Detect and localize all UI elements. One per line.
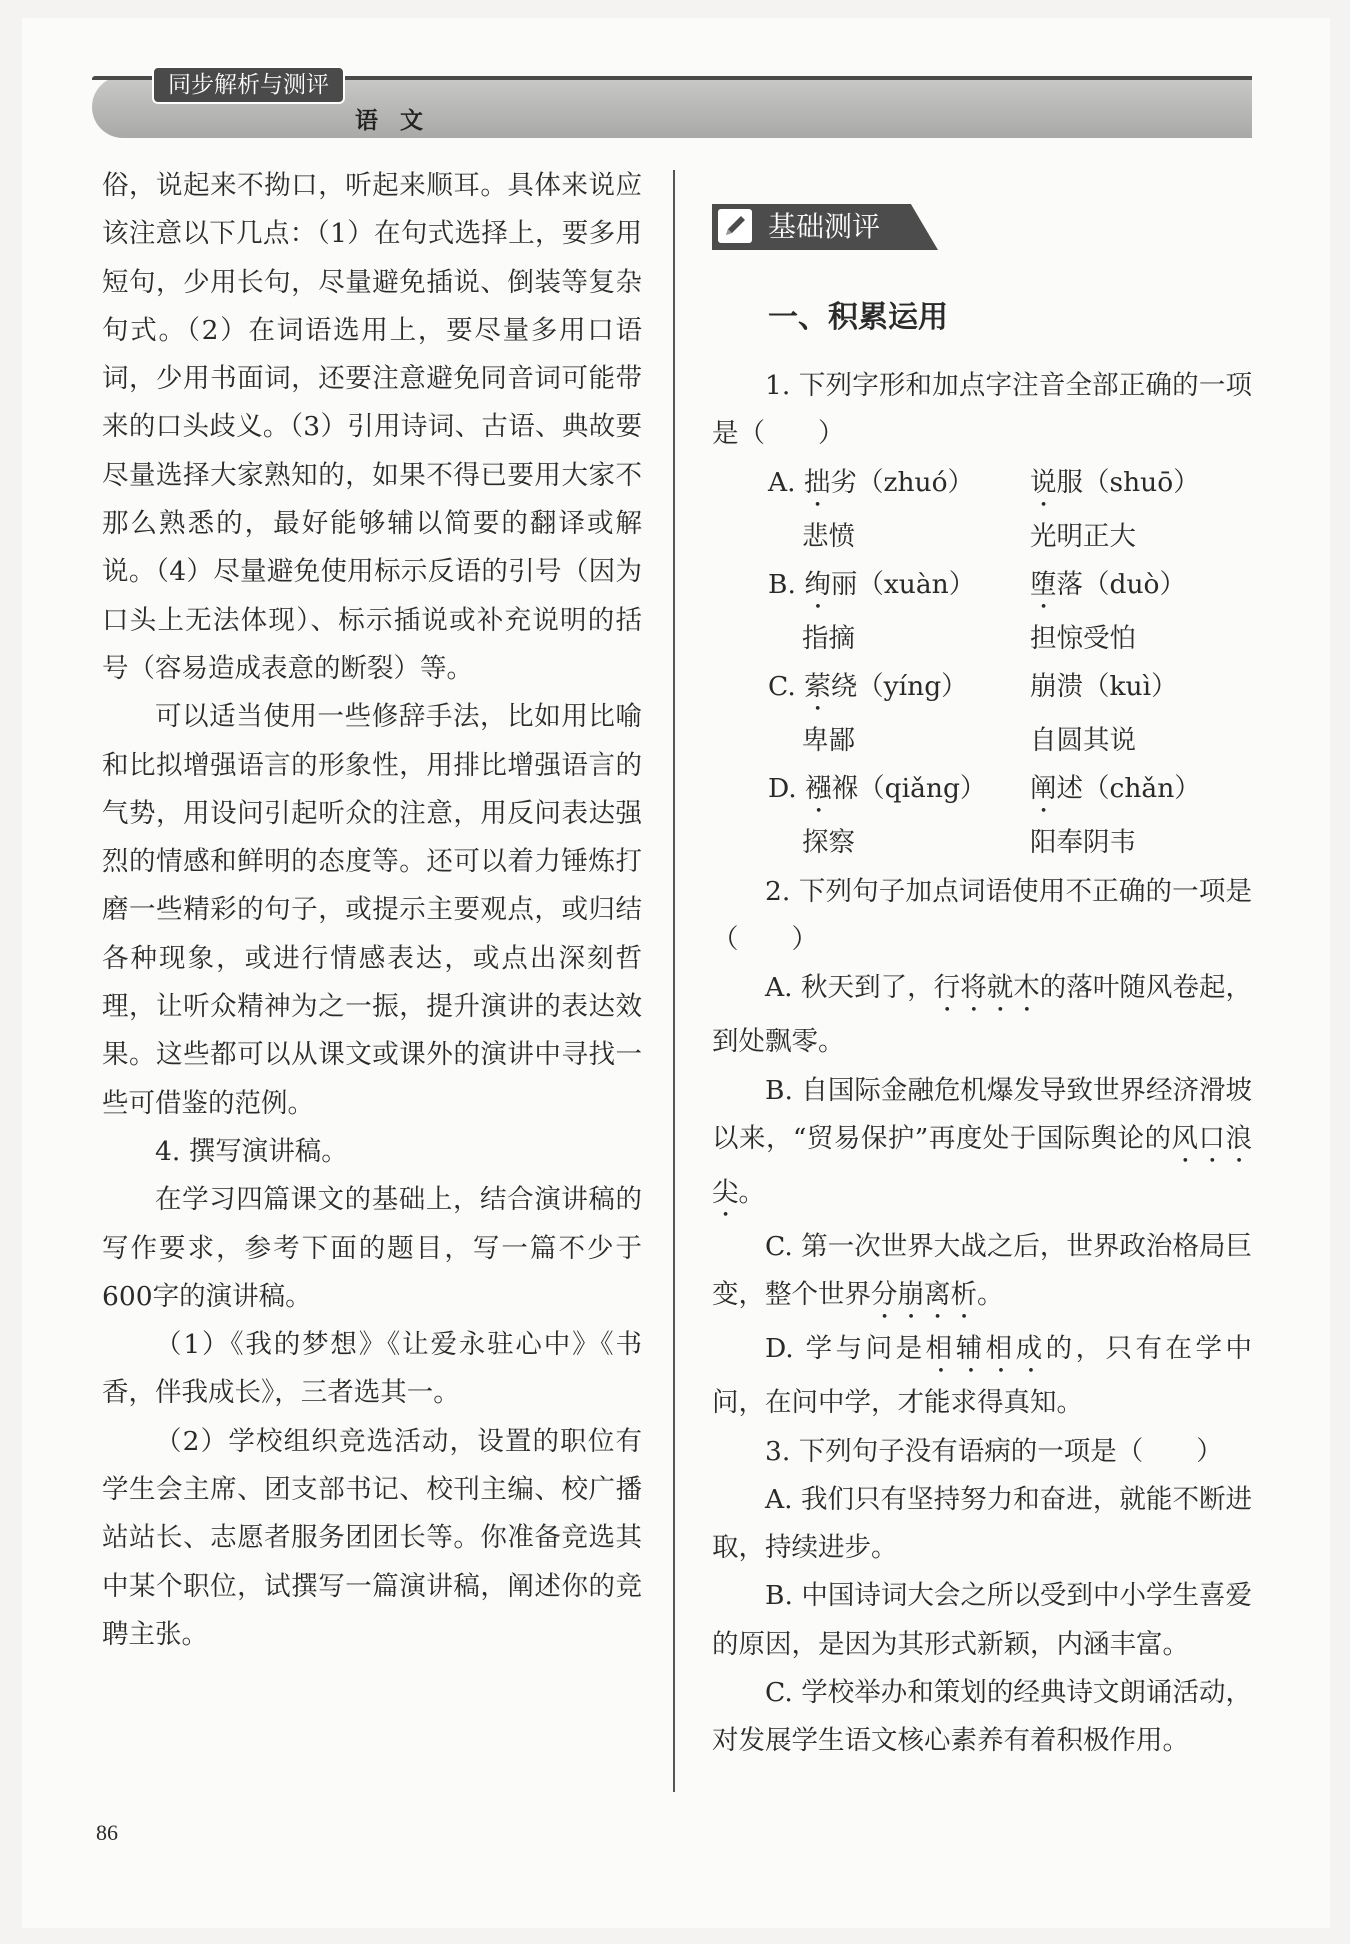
option-b-word-4: 担惊受怕 bbox=[1030, 622, 1136, 654]
paragraph-language-tips: 俗，说起来不拗口，听起来顺耳。具体来说应该注意以下几点：（1）在句式选择上，要多用短句，少用长句，尽量避免插说、倒装等复杂句式。（2）在词语选用上，要尽量多用口语词，少用书面词，还要注意避免同音词可能带来的口头歧义。（3）引用诗词、古语、典故要尽量选择大家熟知的，如果不得已要用大家不那么熟悉的，最好能够辅以简要的翻译或解说。（4）尽量避免使用标示反语的引号（因为口头上无法体现）、标示插说或补充说明的括号（容易造成表意的断裂）等。 bbox=[102, 170, 642, 684]
question-2-option-c: C. 第一次世界大战之后，世界政治格局巨变，整个世界分崩离析。 bbox=[712, 1230, 1252, 1311]
question-2-option-a: A. 秋天到了，行将就木的落叶随风卷起，到处飘零。 bbox=[712, 972, 1253, 1058]
option-c-word-4: 自圆其说 bbox=[1030, 725, 1136, 757]
pencil-icon bbox=[718, 209, 752, 243]
question-3-option-b: B. 中国诗词大会之所以受到中小学生喜爱的原因，是因为其形式新颖，内涵丰富。 bbox=[712, 1580, 1252, 1660]
option-d-word-4: 阳奉阴韦 bbox=[1030, 827, 1136, 859]
section-banner bbox=[712, 204, 938, 252]
option-b-word-3: 指摘 bbox=[802, 622, 855, 654]
option-d-word-2: 阐述（chǎn） bbox=[1030, 773, 1201, 805]
paragraph-rhetoric: 可以适当使用一些修辞手法，比如用比喻和比拟增强语言的形象性，用排比增强语言的气势，用设问引起听众的注意，用反问表达强烈的情感和鲜明的态度等。还可以着力锤炼打磨一些精彩的句子，或提示主要观点，或归结各种现象，或进行情感表达，或点出深刻哲理，让听众精神为之一振，提升演讲的表达效果。这些都可以从课文或课外的演讲中寻找一些可借鉴的范例。 bbox=[102, 701, 642, 1119]
option-a-word-4: 光明正大 bbox=[1030, 520, 1136, 552]
option-a-word-2: 说服（shuō） bbox=[1030, 466, 1200, 498]
option-b-word-1: B. 绚丽（xuàn） bbox=[768, 568, 976, 600]
option-d-word-1: D. 襁褓（qiǎng） bbox=[768, 773, 987, 805]
question-2-option-d: D. 学与问是相辅相成的，只有在学中问，在问中学，才能求得真知。 bbox=[712, 1333, 1253, 1419]
right-column bbox=[712, 162, 1252, 1766]
left-column bbox=[102, 162, 642, 1659]
option-c-word-1: C. 萦绕（yíng） bbox=[768, 671, 968, 703]
page-number: 86 bbox=[96, 1820, 118, 1845]
task-description: 在学习四篇课文的基础上，结合演讲稿的写作要求，参考下面的题目，写一篇不少于600字的演讲稿。 bbox=[102, 1184, 642, 1312]
option-b-word-2: 堕落（duò） bbox=[1030, 568, 1186, 600]
series-title: 同步解析与测评 bbox=[152, 66, 345, 104]
section-title: 一、积累运用 bbox=[768, 300, 948, 335]
topic-option-1: （1）《我的梦想》《让爱永驻心中》《书香，伴我成长》，三者选其一。 bbox=[102, 1329, 642, 1409]
question-3-option-c: C. 学校举办和策划的经典诗文朗诵活动，对发展学生语文核心素养有着积极作用。 bbox=[712, 1677, 1252, 1757]
option-c-word-3: 卑鄙 bbox=[802, 725, 855, 757]
subject-label: 语文 bbox=[355, 108, 445, 134]
question-1-stem: 1. 下列字形和加点字注音全部正确的一项是（ ） bbox=[712, 370, 1252, 450]
option-a-word-1: A. 拙劣（zhuó） bbox=[768, 466, 975, 498]
question-3-option-a: A. 我们只有坚持努力和奋进，就能不断进取，持续进步。 bbox=[712, 1483, 1252, 1564]
question-1-options bbox=[712, 459, 1252, 868]
question-2-stem: 2. 下列句子加点词语使用不正确的一项是（ ） bbox=[712, 875, 1252, 956]
banner-label: 基础测评 bbox=[768, 210, 881, 243]
option-d-word-3: 探察 bbox=[802, 827, 855, 859]
question-2-option-b: B. 自国际金融危机爆发导致世界经济滑坡以来，“贸易保护”再度处于国际舆论的风口浪尖。 bbox=[712, 1074, 1252, 1208]
column-divider bbox=[673, 170, 675, 1792]
question-3-stem: 3. 下列句子没有语病的一项是（ ） bbox=[765, 1435, 1223, 1467]
topic-option-2: （2）学校组织竞选活动，设置的职位有学生会主席、团支部书记、校刊主编、校广播站站长、志愿者服务团团长等。你准备竞选其中某个职位，试撰写一篇演讲稿，阐述你的竞聘主张。 bbox=[102, 1425, 642, 1650]
option-c-word-2: 崩溃（kuì） bbox=[1030, 671, 1178, 703]
option-a-word-3: 悲愤 bbox=[802, 520, 855, 552]
task-heading: 4. 撰写演讲稿。 bbox=[155, 1135, 348, 1167]
